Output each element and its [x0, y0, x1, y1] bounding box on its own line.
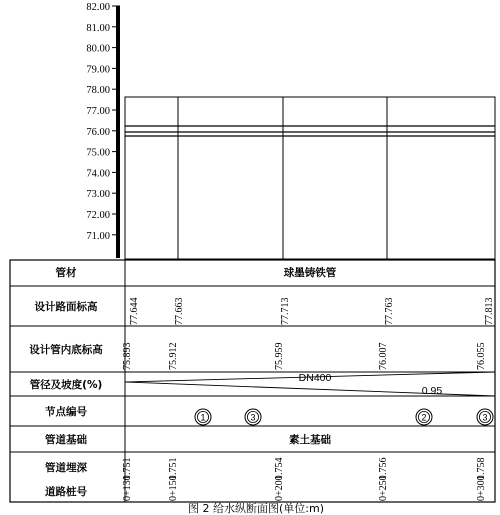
invert-elevation-value: 76.007	[378, 342, 389, 370]
invert-elevation-value: 75.912	[168, 342, 179, 370]
ground-elevation-value: 77.763	[384, 297, 395, 325]
row-label-node-id: 节点编号	[45, 406, 87, 418]
data-table	[10, 260, 495, 502]
elevation-axis	[86, 2, 120, 258]
axis-bar	[116, 6, 120, 258]
axis-tick-label: 73.00	[86, 189, 110, 201]
row-label-material: 管材	[55, 267, 77, 279]
axis-tick-label: 75.00	[86, 147, 110, 159]
chainage-value: 0+300	[476, 475, 487, 501]
row-label-foundation: 管道基础	[45, 434, 87, 446]
axis-tick-label: 72.00	[86, 210, 110, 221]
profile-box	[125, 97, 495, 259]
axis-tick-label: 77.00	[86, 106, 110, 117]
pipe-slope-value: 0.95	[421, 385, 443, 397]
chainage-value: 0+200	[274, 475, 285, 501]
axis-tick-label: 80.00	[86, 43, 110, 55]
chainage-value: 0+250	[378, 475, 389, 501]
axis-ticks	[86, 2, 120, 242]
material-value: 球墨铸铁管	[283, 267, 337, 279]
row-label-chainage: 道路桩号	[45, 486, 87, 498]
burial-depth-value: 1.756	[378, 457, 389, 480]
node-marker	[195, 409, 211, 425]
burial-depth-value: 1.754	[274, 457, 285, 480]
axis-tick-label: 81.00	[86, 22, 110, 34]
ground-elevation-value: 77.663	[174, 297, 185, 325]
node-number: 1	[200, 412, 206, 423]
profile-frame	[125, 97, 495, 259]
node-number: 2	[421, 412, 427, 423]
row-label-ground-elevation: 设计路面标高	[34, 301, 98, 313]
invert-elevation-value: 76.055	[476, 342, 487, 370]
burial-depth-value: 1.758	[476, 457, 487, 480]
node-number: 3	[482, 412, 488, 423]
ground-elevation-value: 77.813	[484, 297, 495, 325]
invert-elevation-value: 75.959	[274, 342, 285, 370]
axis-tick-label: 76.00	[86, 126, 110, 138]
node-marker	[477, 409, 493, 425]
burial-depth-value: 1.751	[168, 457, 179, 480]
axis-tick-label: 71.00	[86, 230, 110, 242]
ground-elevation-value: 77.644	[129, 297, 140, 325]
axis-tick-label: 82.00	[86, 2, 110, 13]
row-label-diameter-slope: 管径及坡度(%)	[29, 379, 103, 391]
row-label-burial-depth: 管道埋深	[45, 462, 87, 474]
axis-tick-label: 78.00	[86, 85, 110, 97]
axis-tick-label: 74.00	[86, 168, 110, 180]
chainage-value: 0+130	[122, 475, 133, 501]
row-label-invert-elevation: 设计管内底标高	[29, 344, 103, 356]
node-marker	[416, 409, 432, 425]
ground-elevation-value: 77.713	[280, 297, 291, 325]
burial-depth-value: 1.751	[122, 457, 133, 480]
node-marker	[245, 409, 261, 425]
figure-caption: 图 2 给水纵断面图(单位:m)	[188, 502, 324, 515]
node-number: 3	[250, 412, 256, 423]
axis-tick-label: 79.00	[86, 64, 110, 76]
invert-elevation-value: 75.893	[122, 342, 133, 370]
chainage-value: 0+150	[168, 475, 179, 501]
foundation-value: 素土基础	[289, 434, 331, 446]
pipe-diameter-value: DN400	[298, 372, 332, 384]
